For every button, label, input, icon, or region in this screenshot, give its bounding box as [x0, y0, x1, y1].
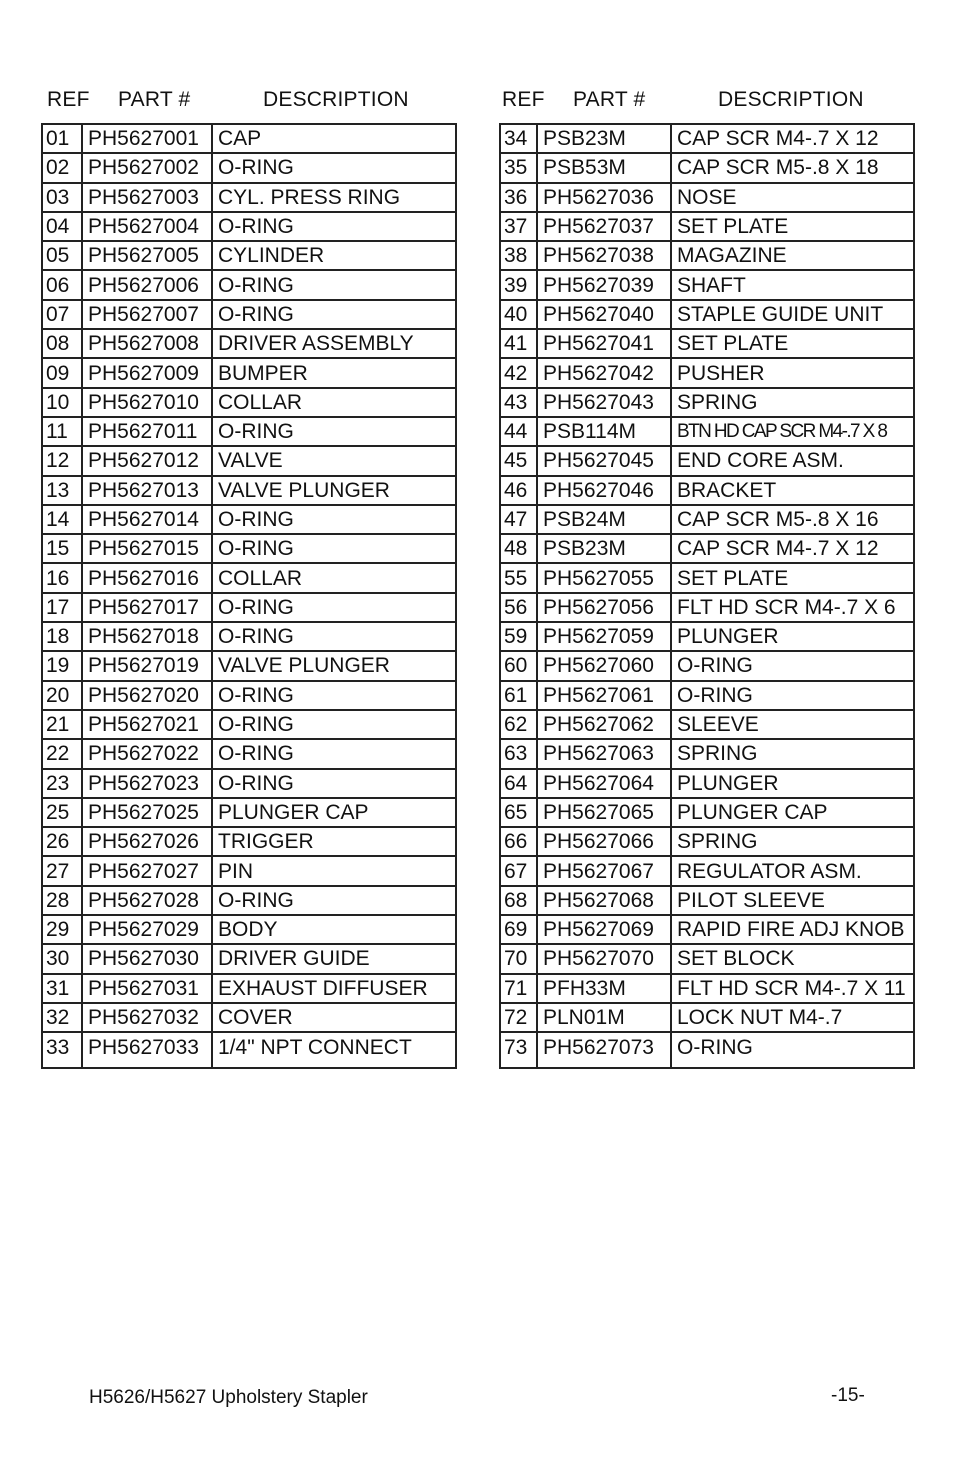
part-number-cell: PH5627043	[537, 388, 671, 417]
part-number-cell: PH5627003	[82, 183, 212, 212]
table-row	[500, 388, 914, 417]
part-number-cell: PH5627038	[537, 241, 671, 270]
description-cell: COLLAR	[212, 388, 456, 417]
description-cell: PILOT SLEEVE	[671, 886, 914, 915]
table-row	[42, 563, 456, 592]
ref-cell: 20	[42, 681, 82, 710]
description-cell: BRACKET	[671, 476, 914, 505]
part-number-cell: PH5627069	[537, 915, 671, 944]
description-cell: CAP SCR M5-.8 X 16	[671, 505, 914, 534]
part-number-cell: PH5627021	[82, 710, 212, 739]
table-row	[500, 681, 914, 710]
description-cell: SPRING	[671, 827, 914, 856]
part-number-cell: PH5627070	[537, 944, 671, 973]
description-cell: DRIVER ASSEMBLY	[212, 329, 456, 358]
page-number: -15-	[831, 1385, 865, 1406]
description-header: DESCRIPTION	[718, 88, 864, 111]
ref-cell: 23	[42, 769, 82, 798]
description-cell: EXHAUST DIFFUSER	[212, 974, 456, 1003]
description-cell: O-RING	[212, 681, 456, 710]
description-cell: SET BLOCK	[671, 944, 914, 973]
part-number-cell: PH5627011	[82, 417, 212, 446]
ref-cell: 62	[500, 710, 537, 739]
part-number-cell: PH5627066	[537, 827, 671, 856]
table-row	[500, 563, 914, 592]
table-row	[42, 505, 456, 534]
table-row	[42, 915, 456, 944]
ref-cell: 11	[42, 417, 82, 446]
part-number-cell: PH5627059	[537, 622, 671, 651]
ref-cell: 25	[42, 798, 82, 827]
ref-header: REF	[47, 88, 90, 111]
description-cell: BUMPER	[212, 358, 456, 387]
ref-cell: 30	[42, 944, 82, 973]
ref-cell: 12	[42, 446, 82, 475]
ref-cell: 17	[42, 593, 82, 622]
part-number-cell: PH5627061	[537, 681, 671, 710]
ref-cell: 42	[500, 358, 537, 387]
ref-cell: 27	[42, 856, 82, 885]
description-cell: REGULATOR ASM.	[671, 856, 914, 885]
description-cell: 1/4" NPT CONNECT	[212, 1032, 456, 1068]
ref-cell: 13	[42, 476, 82, 505]
description-cell: VALVE	[212, 446, 456, 475]
description-cell: O-RING	[212, 212, 456, 241]
description-cell: O-RING	[212, 534, 456, 563]
table-row	[42, 974, 456, 1003]
part-number-cell: PSB24M	[537, 505, 671, 534]
ref-cell: 28	[42, 886, 82, 915]
part-number-cell: PH5627006	[82, 270, 212, 299]
ref-cell: 71	[500, 974, 537, 1003]
description-cell: O-RING	[212, 622, 456, 651]
table-row	[500, 915, 914, 944]
part-number-cell: PH5627013	[82, 476, 212, 505]
description-cell: O-RING	[212, 886, 456, 915]
part-number-cell: PH5627039	[537, 270, 671, 299]
ref-cell: 73	[500, 1032, 537, 1068]
table-row	[500, 212, 914, 241]
description-cell: O-RING	[671, 681, 914, 710]
description-cell: NOSE	[671, 183, 914, 212]
description-cell: O-RING	[212, 505, 456, 534]
table-row	[500, 856, 914, 885]
part-number-cell: PH5627014	[82, 505, 212, 534]
part-number-cell: PH5627036	[537, 183, 671, 212]
table-row	[500, 739, 914, 768]
description-cell: O-RING	[212, 710, 456, 739]
description-cell: CAP	[212, 124, 456, 153]
ref-cell: 33	[42, 1032, 82, 1068]
table-row	[500, 1003, 914, 1032]
ref-cell: 61	[500, 681, 537, 710]
ref-cell: 68	[500, 886, 537, 915]
description-cell: O-RING	[212, 270, 456, 299]
ref-cell: 55	[500, 563, 537, 592]
description-cell: SET PLATE	[671, 563, 914, 592]
part-number-cell: PH5627041	[537, 329, 671, 358]
description-cell: PLUNGER CAP	[212, 798, 456, 827]
table-row	[42, 300, 456, 329]
description-cell: COVER	[212, 1003, 456, 1032]
ref-cell: 70	[500, 944, 537, 973]
ref-cell: 32	[42, 1003, 82, 1032]
ref-cell: 04	[42, 212, 82, 241]
table-row	[42, 270, 456, 299]
part-number-cell: PH5627064	[537, 769, 671, 798]
description-cell: CYL. PRESS RING	[212, 183, 456, 212]
ref-cell: 22	[42, 739, 82, 768]
ref-cell: 41	[500, 329, 537, 358]
description-cell: VALVE PLUNGER	[212, 651, 456, 680]
table-row	[500, 827, 914, 856]
ref-cell: 26	[42, 827, 82, 856]
table-row	[500, 329, 914, 358]
description-cell: FLT HD SCR M4-.7 X 11	[671, 974, 914, 1003]
part-number-cell: PSB23M	[537, 534, 671, 563]
ref-cell: 72	[500, 1003, 537, 1032]
part-number-cell: PSB114M	[537, 417, 671, 446]
table-row	[42, 446, 456, 475]
table-row	[42, 1032, 456, 1068]
part-number-cell: PH5627008	[82, 329, 212, 358]
part-number-cell: PLN01M	[537, 1003, 671, 1032]
part-number-cell: PH5627028	[82, 886, 212, 915]
table-row	[500, 183, 914, 212]
description-cell: O-RING	[671, 1032, 914, 1068]
description-cell: O-RING	[212, 300, 456, 329]
description-header: DESCRIPTION	[263, 88, 409, 111]
part-number-cell: PH5627060	[537, 651, 671, 680]
part-number-cell: PH5627016	[82, 563, 212, 592]
description-cell: DRIVER GUIDE	[212, 944, 456, 973]
ref-cell: 01	[42, 124, 82, 153]
table-row	[42, 769, 456, 798]
ref-cell: 56	[500, 593, 537, 622]
ref-cell: 59	[500, 622, 537, 651]
ref-cell: 47	[500, 505, 537, 534]
part-number-cell: PH5627046	[537, 476, 671, 505]
ref-cell: 60	[500, 651, 537, 680]
table-row	[500, 886, 914, 915]
ref-cell: 46	[500, 476, 537, 505]
table-row	[42, 476, 456, 505]
ref-cell: 48	[500, 534, 537, 563]
part-number-cell: PH5627029	[82, 915, 212, 944]
part-number-cell: PFH33M	[537, 974, 671, 1003]
part-number-cell: PH5627067	[537, 856, 671, 885]
table-row	[42, 241, 456, 270]
ref-cell: 38	[500, 241, 537, 270]
ref-cell: 02	[42, 153, 82, 182]
table-row	[500, 710, 914, 739]
description-cell: END CORE ASM.	[671, 446, 914, 475]
part-number-cell: PH5627001	[82, 124, 212, 153]
ref-cell: 63	[500, 739, 537, 768]
description-cell: O-RING	[212, 153, 456, 182]
table-row	[42, 856, 456, 885]
part-number-cell: PH5627040	[537, 300, 671, 329]
ref-cell: 44	[500, 417, 537, 446]
table-row	[500, 124, 914, 153]
table-row	[42, 1003, 456, 1032]
part-number-cell: PH5627055	[537, 563, 671, 592]
table-row	[500, 300, 914, 329]
table-row	[42, 710, 456, 739]
ref-cell: 36	[500, 183, 537, 212]
ref-cell: 16	[42, 563, 82, 592]
part-number-cell: PH5627042	[537, 358, 671, 387]
table-row	[500, 622, 914, 651]
table-row	[42, 593, 456, 622]
part-number-cell: PH5627030	[82, 944, 212, 973]
ref-cell: 43	[500, 388, 537, 417]
part-number-cell: PH5627032	[82, 1003, 212, 1032]
part-number-cell: PH5627037	[537, 212, 671, 241]
table-row	[500, 446, 914, 475]
part-number-cell: PH5627026	[82, 827, 212, 856]
table-row	[42, 534, 456, 563]
ref-cell: 34	[500, 124, 537, 153]
table-row	[500, 798, 914, 827]
description-cell: STAPLE GUIDE UNIT	[671, 300, 914, 329]
ref-cell: 67	[500, 856, 537, 885]
ref-cell: 64	[500, 769, 537, 798]
table-row	[42, 827, 456, 856]
table-row	[42, 886, 456, 915]
table-row	[500, 974, 914, 1003]
table-row	[42, 329, 456, 358]
table-row	[42, 124, 456, 153]
description-cell: PLUNGER	[671, 769, 914, 798]
part-number-cell: PH5627018	[82, 622, 212, 651]
ref-cell: 45	[500, 446, 537, 475]
description-cell: SLEEVE	[671, 710, 914, 739]
ref-cell: 05	[42, 241, 82, 270]
table-row	[500, 1032, 914, 1068]
description-cell: BTN HD CAP SCR M4-.7 X 8	[671, 417, 914, 446]
description-cell: SHAFT	[671, 270, 914, 299]
footer-title: H5626/H5627 Upholstery Stapler	[89, 1387, 368, 1408]
ref-cell: 35	[500, 153, 537, 182]
table-row	[42, 212, 456, 241]
ref-cell: 14	[42, 505, 82, 534]
description-cell: CYLINDER	[212, 241, 456, 270]
table-row	[42, 651, 456, 680]
table-row	[500, 476, 914, 505]
table-row	[42, 153, 456, 182]
description-cell: VALVE PLUNGER	[212, 476, 456, 505]
right-column-headers	[0, 88, 954, 112]
description-cell: O-RING	[212, 739, 456, 768]
ref-cell: 37	[500, 212, 537, 241]
part-number-cell: PH5627062	[537, 710, 671, 739]
part-number-cell: PSB23M	[537, 124, 671, 153]
ref-cell: 39	[500, 270, 537, 299]
ref-cell: 31	[42, 974, 82, 1003]
part-number-cell: PH5627031	[82, 974, 212, 1003]
parts-table-left	[41, 123, 457, 1069]
part-number-cell: PH5627045	[537, 446, 671, 475]
ref-cell: 69	[500, 915, 537, 944]
part-number-cell: PH5627010	[82, 388, 212, 417]
description-cell: CAP SCR M4-.7 X 12	[671, 534, 914, 563]
table-row	[500, 534, 914, 563]
part-number-cell: PH5627025	[82, 798, 212, 827]
description-cell: BODY	[212, 915, 456, 944]
description-cell: PUSHER	[671, 358, 914, 387]
table-row	[500, 241, 914, 270]
table-row	[42, 681, 456, 710]
part-number-cell: PSB53M	[537, 153, 671, 182]
table-row	[500, 593, 914, 622]
part-number-cell: PH5627073	[537, 1032, 671, 1068]
part-number-cell: PH5627020	[82, 681, 212, 710]
table-row	[500, 505, 914, 534]
ref-cell: 15	[42, 534, 82, 563]
part-number-header: PART #	[118, 88, 191, 111]
description-cell: FLT HD SCR M4-.7 X 6	[671, 593, 914, 622]
table-row	[42, 944, 456, 973]
description-cell: PLUNGER	[671, 622, 914, 651]
part-number-cell: PH5627012	[82, 446, 212, 475]
part-number-cell: PH5627007	[82, 300, 212, 329]
ref-header: REF	[502, 88, 545, 111]
description-cell: CAP SCR M5-.8 X 18	[671, 153, 914, 182]
ref-cell: 09	[42, 358, 82, 387]
ref-cell: 08	[42, 329, 82, 358]
description-cell: RAPID FIRE ADJ KNOB	[671, 915, 914, 944]
table-row	[42, 739, 456, 768]
table-row	[42, 358, 456, 387]
table-row	[42, 622, 456, 651]
table-row	[42, 417, 456, 446]
part-number-cell: PH5627017	[82, 593, 212, 622]
description-cell: O-RING	[212, 417, 456, 446]
ref-cell: 03	[42, 183, 82, 212]
description-cell: LOCK NUT M4-.7	[671, 1003, 914, 1032]
description-cell: SET PLATE	[671, 329, 914, 358]
table-row	[42, 388, 456, 417]
ref-cell: 29	[42, 915, 82, 944]
table-row	[500, 651, 914, 680]
part-number-cell: PH5627068	[537, 886, 671, 915]
ref-cell: 10	[42, 388, 82, 417]
table-row	[500, 270, 914, 299]
ref-cell: 40	[500, 300, 537, 329]
description-cell: SET PLATE	[671, 212, 914, 241]
part-number-cell: PH5627027	[82, 856, 212, 885]
description-cell: PIN	[212, 856, 456, 885]
ref-cell: 07	[42, 300, 82, 329]
table-row	[42, 798, 456, 827]
description-cell: MAGAZINE	[671, 241, 914, 270]
part-number-cell: PH5627063	[537, 739, 671, 768]
description-cell: CAP SCR M4-.7 X 12	[671, 124, 914, 153]
part-number-cell: PH5627023	[82, 769, 212, 798]
table-row	[500, 944, 914, 973]
part-number-cell: PH5627009	[82, 358, 212, 387]
description-cell: O-RING	[671, 651, 914, 680]
table-row	[500, 153, 914, 182]
part-number-cell: PH5627004	[82, 212, 212, 241]
part-number-cell: PH5627015	[82, 534, 212, 563]
table-row	[500, 417, 914, 446]
part-number-cell: PH5627033	[82, 1032, 212, 1068]
table-row	[500, 769, 914, 798]
part-number-cell: PH5627056	[537, 593, 671, 622]
part-number-header: PART #	[573, 88, 646, 111]
description-cell: O-RING	[212, 769, 456, 798]
parts-table-right	[499, 123, 915, 1069]
part-number-cell: PH5627002	[82, 153, 212, 182]
part-number-cell: PH5627019	[82, 651, 212, 680]
part-number-cell: PH5627022	[82, 739, 212, 768]
ref-cell: 21	[42, 710, 82, 739]
table-row	[42, 183, 456, 212]
ref-cell: 19	[42, 651, 82, 680]
part-number-cell: PH5627065	[537, 798, 671, 827]
ref-cell: 65	[500, 798, 537, 827]
ref-cell: 06	[42, 270, 82, 299]
description-cell: SPRING	[671, 739, 914, 768]
description-cell: TRIGGER	[212, 827, 456, 856]
description-cell: O-RING	[212, 593, 456, 622]
description-cell: COLLAR	[212, 563, 456, 592]
description-cell: PLUNGER CAP	[671, 798, 914, 827]
description-cell: SPRING	[671, 388, 914, 417]
ref-cell: 66	[500, 827, 537, 856]
ref-cell: 18	[42, 622, 82, 651]
part-number-cell: PH5627005	[82, 241, 212, 270]
table-row	[500, 358, 914, 387]
